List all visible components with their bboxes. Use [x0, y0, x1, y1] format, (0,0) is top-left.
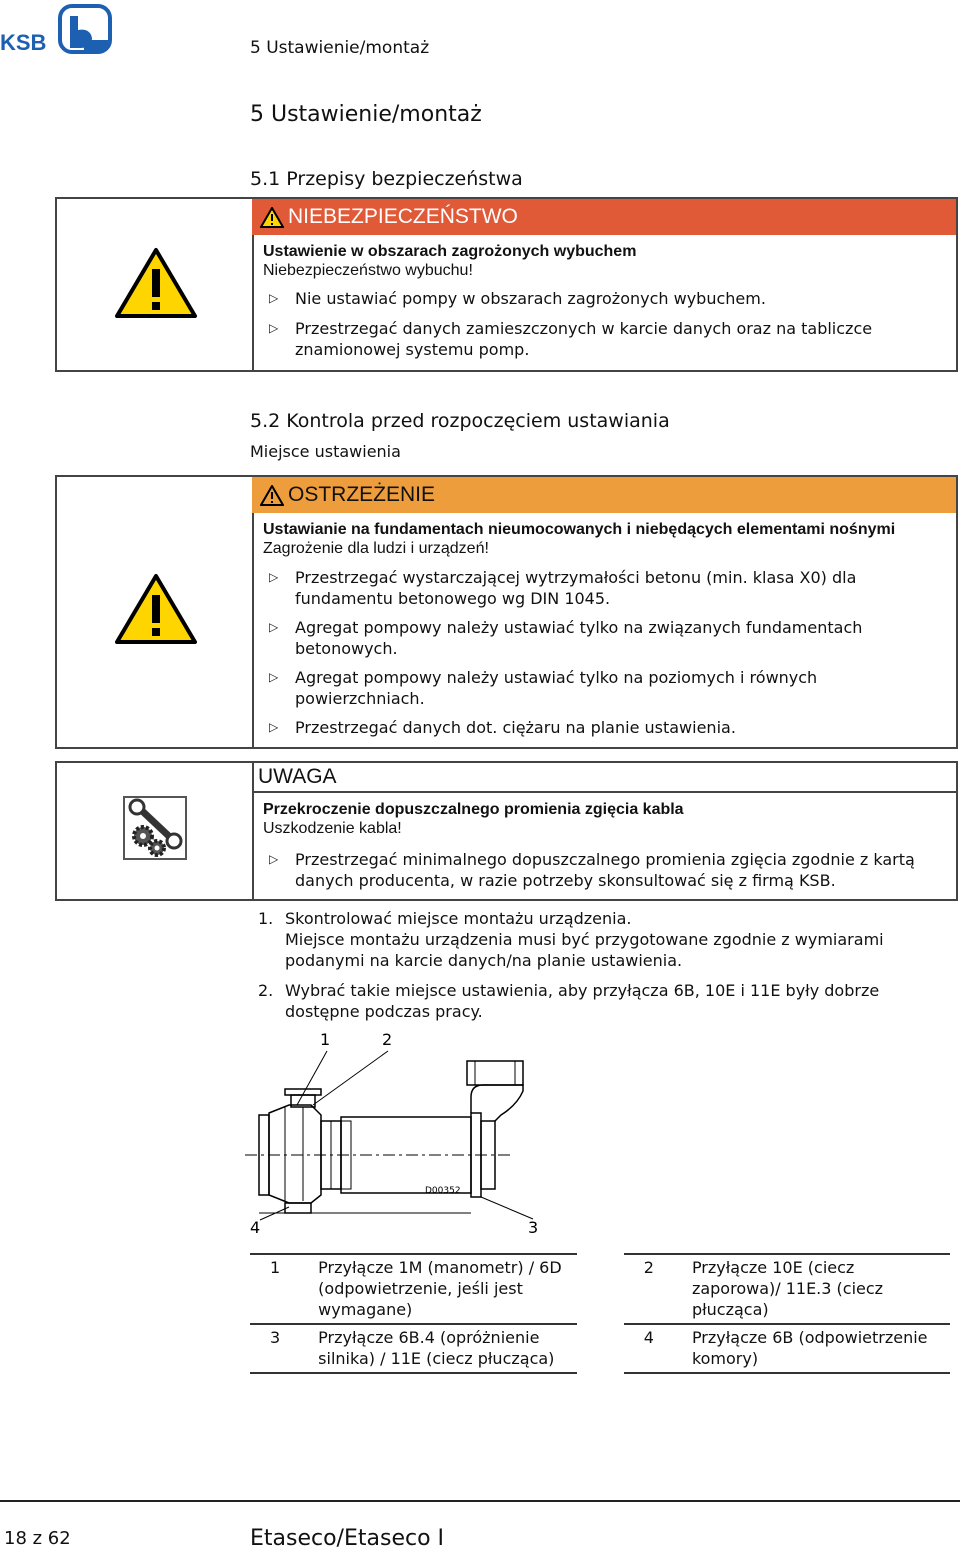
danger-action-2: ▷ Przestrzegać danych zamieszczonych w karcie danych oraz na tabliczce znamionowej systemu pomp. [263, 318, 946, 360]
notice-icon-cell [57, 477, 254, 747]
danger-hazard-title: Ustawienie w obszarach zagrożonych wybuchem [263, 243, 637, 260]
step-text: Wybrać takie miejsce ustawienia, aby przyłącza 6B, 10E i 11E były dobrze dostępne podczas pracy. [285, 981, 880, 1021]
danger-notice [55, 197, 958, 372]
legend-number: 2 [624, 1254, 688, 1324]
figure-label-3: 3 [528, 1218, 539, 1237]
section-heading-5-2: 5.2 Kontrola przed rozpoczęciem ustawiania [250, 410, 670, 432]
footer-rule [0, 1500, 960, 1502]
caution-action-1: ▷ Przestrzegać minimalnego dopuszczalnego promienia zgięcia zgodnie z kartą danych producenta, w razie potrzeby skonsultować się z firmą KSB. [263, 849, 946, 891]
ksb-logo [0, 4, 112, 56]
warning-small-icon [260, 485, 284, 506]
warning-action-2: ▷ Agregat pompowy należy ustawiać tylko na związanych fundamentach betonowych. [263, 617, 946, 659]
tools-gears-icon [123, 796, 187, 860]
chapter-heading: 5 Ustawienie/montaż [250, 102, 482, 127]
legend-number: 1 [250, 1254, 314, 1324]
warning-action-3: ▷ Agregat pompowy należy ustawiać tylko na poziomych i równych powierzchniach. [263, 667, 946, 709]
notice-icon-cell [57, 199, 254, 370]
danger-action-1: ▷ Nie ustawiać pompy w obszarach zagrożonych wybuchem. [263, 288, 946, 309]
notice-icon-cell [57, 763, 254, 899]
step-1 [258, 908, 938, 971]
running-header: 5 Ustawienie/montaż [250, 38, 430, 58]
legend-number: 4 [624, 1324, 688, 1373]
legend-table [250, 1253, 950, 1374]
step-detail: Miejsce montażu urządzenia musi być przygotowane zgodnie z wymiarami podanymi na karcie danych/na planie ustawienia. [285, 930, 884, 970]
warning-small-icon [260, 207, 284, 228]
caution-hazard-title: Przekroczenie dopuszczalnego promienia zgięcia kabla [263, 801, 684, 818]
pump-drawing [245, 1025, 565, 1240]
step-number: 2. [258, 981, 274, 1000]
legend-text: Przyłącze 6B (odpowietrzenie komory) [688, 1324, 950, 1373]
danger-signal-bar [252, 199, 956, 235]
danger-signal-word: NIEBEZPIECZEŃSTWO [288, 205, 518, 228]
legend-number: 3 [250, 1324, 314, 1373]
legend-row [250, 1324, 950, 1373]
svg-text:KSB: KSB [0, 30, 47, 55]
legend-row [250, 1254, 950, 1324]
legend-text: Przyłącze 1M (manometr) / 6D (odpowietrzenie, jeśli jest wymagane) [314, 1254, 577, 1324]
caution-consequence: Uszkodzenie kabla! [263, 820, 402, 837]
figure-label-1: 1 [320, 1030, 331, 1049]
warning-action-1: ▷ Przestrzegać wystarczającej wytrzymałości betonu (min. klasa X0) dla fundamentu betonowego wg DIN 1045. [263, 567, 946, 609]
warning-consequence: Zagrożenie dla ludzi i urządzeń! [263, 540, 489, 557]
legend-text: Przyłącze 6B.4 (opróżnienie silnika) / 11E (ciecz płucząca) [314, 1324, 577, 1373]
legend-text: Przyłącze 10E (ciecz zaporowa)/ 11E.3 (ciecz płucząca) [688, 1254, 950, 1324]
caution-signal-word: UWAGA [258, 765, 337, 788]
figure-label-2: 2 [382, 1030, 393, 1049]
warning-hazard-title: Ustawianie na fundamentach nieumocowanych i niebędących elementami nośnymi [263, 521, 896, 538]
warning-action-4: ▷ Przestrzegać danych dot. ciężaru na planie ustawienia. [263, 717, 946, 738]
legend-spacer [577, 1254, 624, 1324]
step-number: 1. [258, 909, 274, 928]
drawing-id: D00352 [425, 1186, 461, 1196]
warning-triangle-icon [114, 247, 198, 319]
figure-label-4: 4 [250, 1218, 261, 1237]
subheading-installation-site: Miejsce ustawienia [250, 442, 401, 461]
step-2 [258, 980, 938, 1022]
caution-notice [55, 761, 958, 901]
product-name: Etaseco/Etaseco I [250, 1526, 445, 1551]
danger-consequence: Niebezpieczeństwo wybuchu! [263, 262, 473, 279]
warning-signal-bar [252, 477, 956, 513]
legend-spacer [577, 1324, 624, 1373]
section-heading-5-1: 5.1 Przepisy bezpieczeństwa [250, 168, 523, 190]
warning-triangle-icon [114, 573, 198, 645]
caution-signal-bar [252, 763, 956, 793]
warning-signal-word: OSTRZEŻENIE [288, 483, 436, 506]
page-number: 18 z 62 [4, 1528, 71, 1549]
warning-notice [55, 475, 958, 749]
step-text: Skontrolować miejsce montażu urządzenia. [285, 909, 632, 928]
